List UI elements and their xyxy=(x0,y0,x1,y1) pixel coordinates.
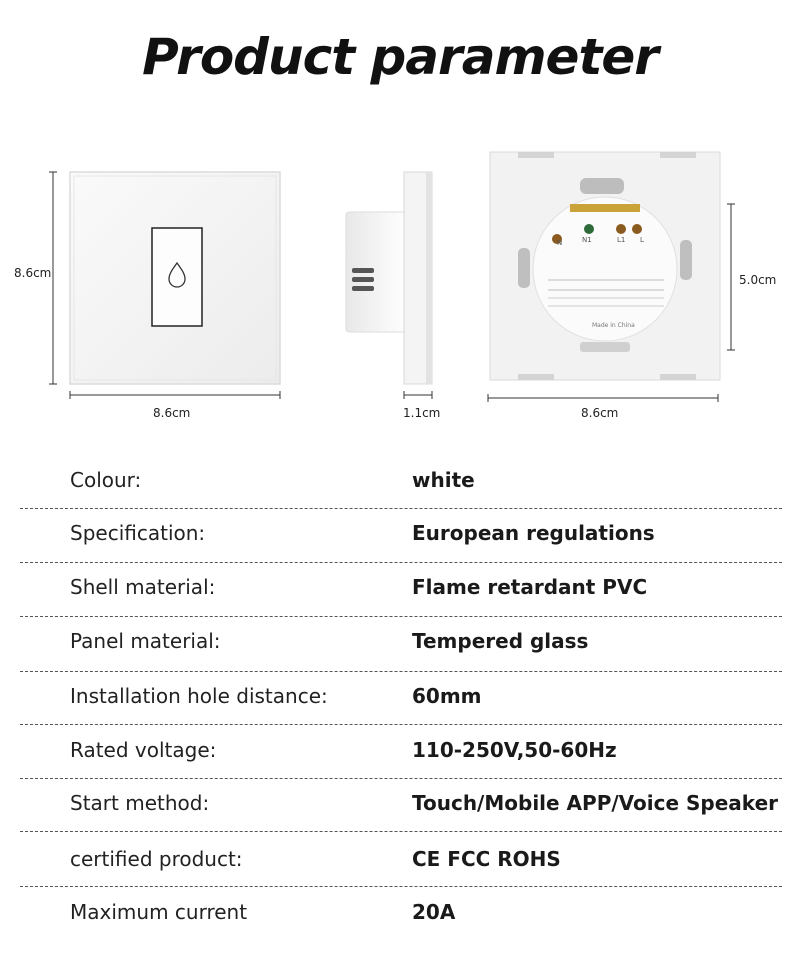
spec-row xyxy=(0,672,800,726)
spec-label: Shell material: xyxy=(70,575,216,599)
spec-value: Tempered glass xyxy=(412,629,589,653)
row-divider xyxy=(20,831,782,832)
spec-row xyxy=(0,563,800,617)
spec-label: Specification: xyxy=(70,521,206,545)
made-in-label: Made in China xyxy=(592,322,635,329)
terminal-label-n: N xyxy=(557,239,563,247)
spec-value: white xyxy=(412,468,475,492)
spec-value: Flame retardant PVC xyxy=(412,575,648,599)
back-height-label: 5.0cm xyxy=(739,273,777,287)
spec-label: Rated voltage: xyxy=(70,738,217,762)
spec-label: Panel material: xyxy=(70,629,221,653)
product-dimension-figure xyxy=(0,140,800,430)
spec-row xyxy=(0,835,800,889)
terminal-label-l1: L1 xyxy=(617,236,626,244)
spec-value: 60mm xyxy=(412,684,482,708)
back-width-label: 8.6cm xyxy=(581,406,619,420)
side-view xyxy=(346,172,432,384)
spec-label: Start method: xyxy=(70,791,210,815)
front-height-label: 8.6cm xyxy=(14,266,52,280)
spec-row xyxy=(0,888,800,942)
product-drawing xyxy=(0,140,800,430)
spec-label: Installation hole distance: xyxy=(70,684,328,708)
spec-label: Colour: xyxy=(70,468,142,492)
spec-label: Maximum current xyxy=(70,900,248,924)
spec-row xyxy=(0,456,800,510)
side-depth-label: 1.1cm xyxy=(403,406,441,420)
page-title: Product parameter xyxy=(142,28,658,86)
spec-value: CE FCC ROHS xyxy=(412,847,561,871)
touch-key xyxy=(152,228,202,326)
front-width-label: 8.6cm xyxy=(153,406,191,420)
spec-value: Touch/Mobile APP/Voice Speaker xyxy=(412,791,778,815)
spec-value: 110-250V,50-60Hz xyxy=(412,738,617,762)
back-panel xyxy=(490,152,720,380)
spec-row xyxy=(0,617,800,671)
spec-label: certified product: xyxy=(70,847,243,871)
spec-row xyxy=(0,779,800,833)
spec-row xyxy=(0,726,800,780)
spec-value: 20A xyxy=(412,900,456,924)
spec-value: European regulations xyxy=(412,521,655,545)
front-panel xyxy=(70,172,280,384)
terminal-label-n1: N1 xyxy=(582,236,592,244)
row-divider xyxy=(20,886,782,887)
spec-row xyxy=(0,509,800,563)
row-divider xyxy=(20,724,782,725)
terminal-label-l: L xyxy=(640,236,644,244)
